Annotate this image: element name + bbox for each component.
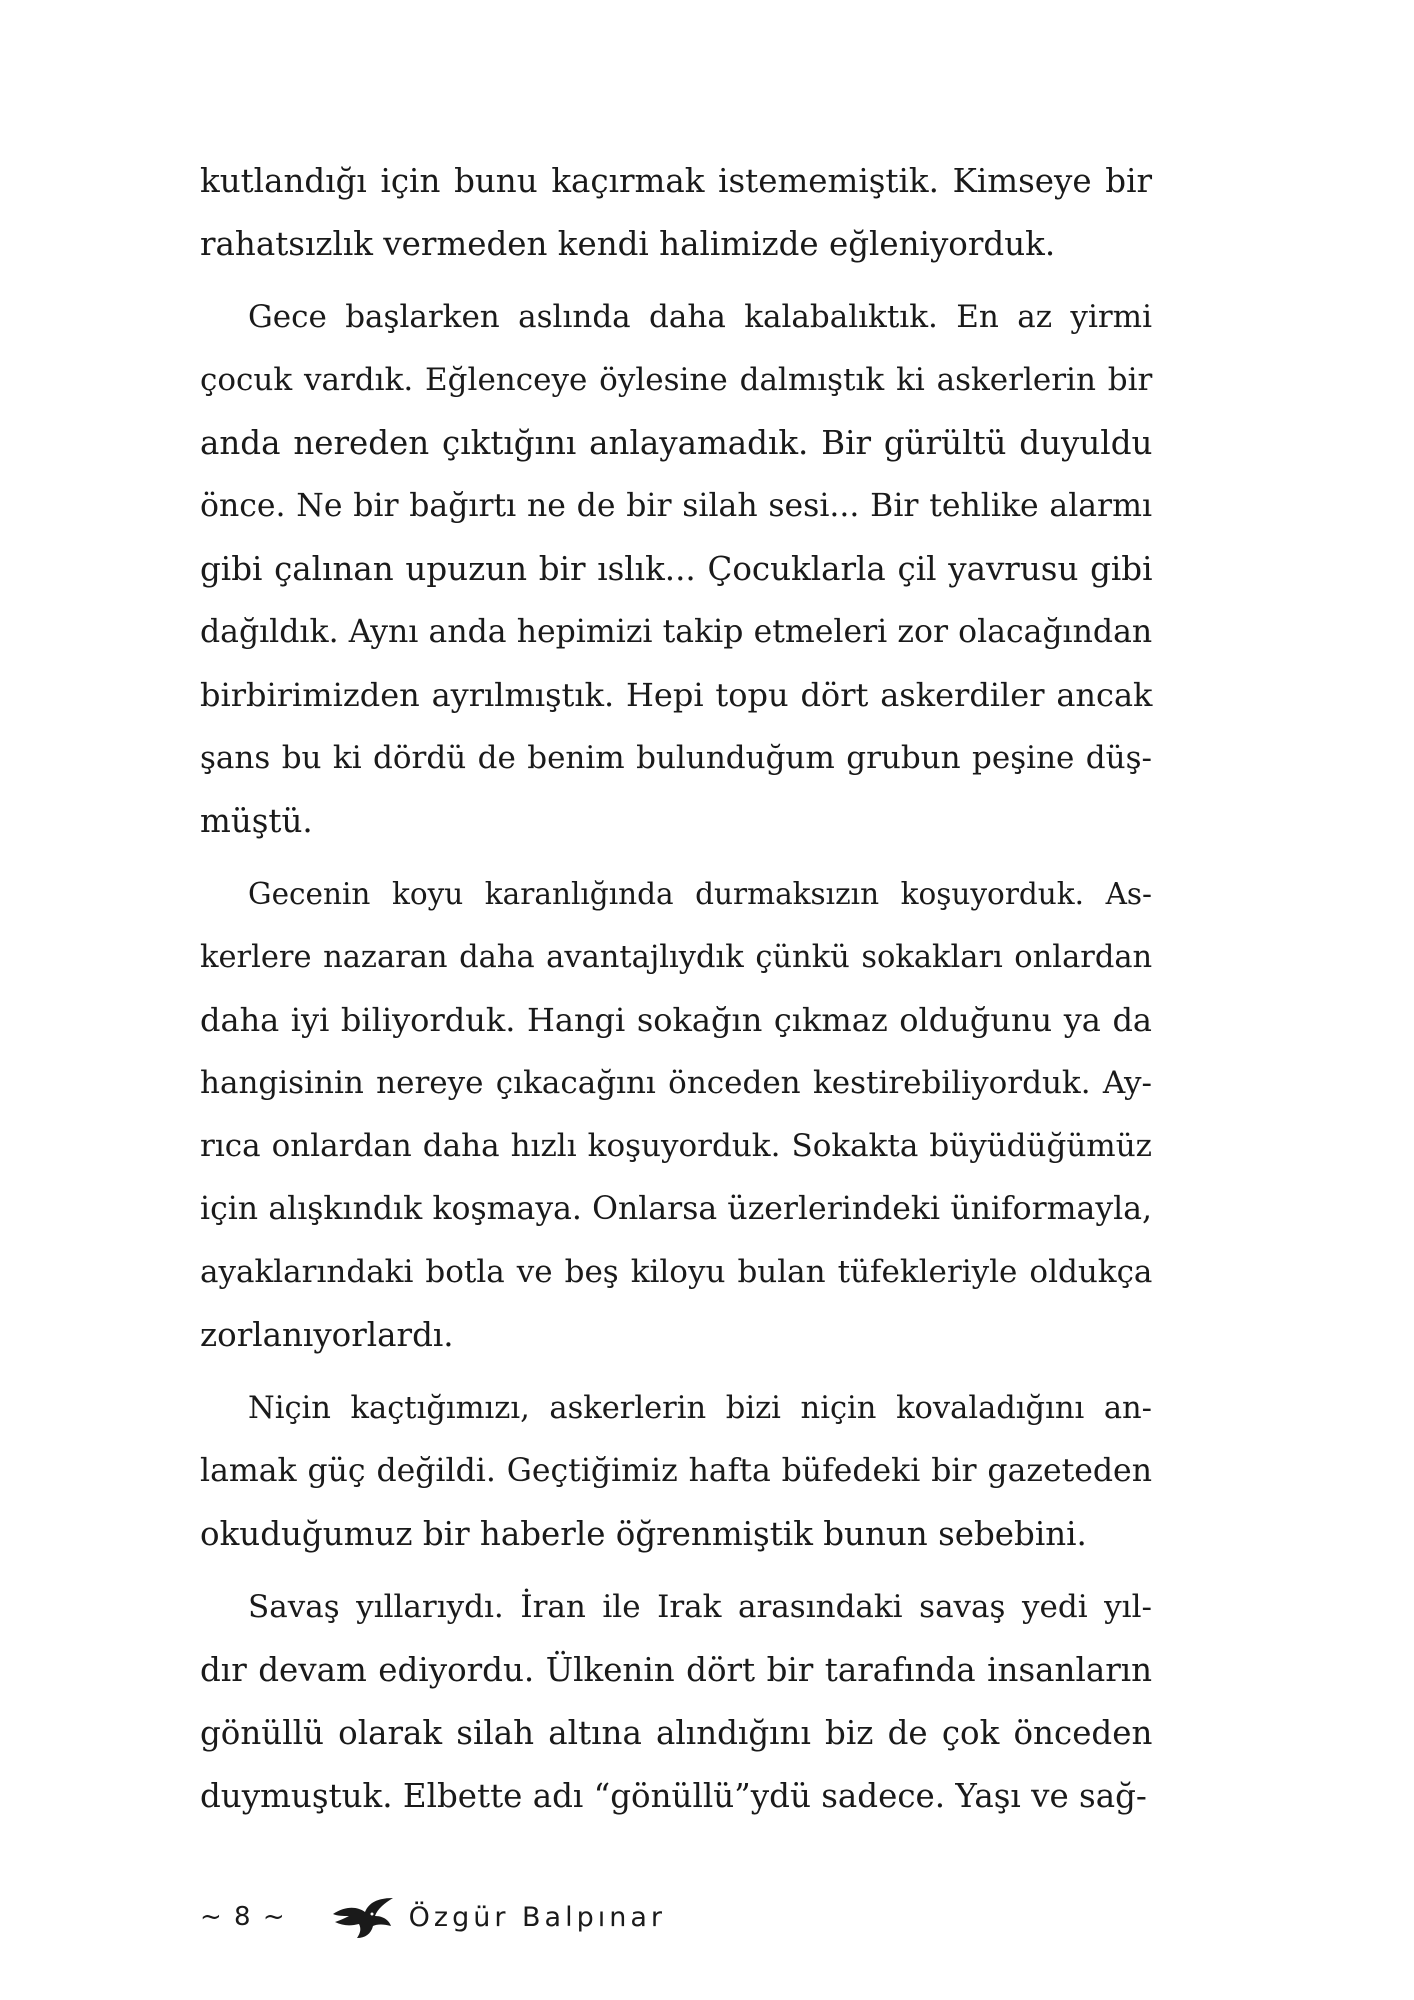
paragraph	[200, 150, 1152, 276]
text-line: dır devam ediyordu. Ülkenin dört bir tarafında insanların	[200, 1651, 1153, 1689]
text-line: Savaş yıllarıydı. İran ile Irak arasındaki savaş yedi yıl-	[248, 1589, 1152, 1625]
swallow-bird-icon	[331, 1892, 395, 1942]
text-line: dağıldık. Aynı anda hepimizi takip etmeleri zor olacağından	[200, 614, 1153, 650]
text-line: Gece başlarken aslında daha kalabalıktık. En az yirmi	[248, 299, 1152, 335]
paragraph	[200, 1377, 1152, 1566]
text-line: daha iyi biliyorduk. Hangi sokağın çıkmaz olduğunu ya da	[200, 1001, 1152, 1039]
body-text	[200, 150, 1152, 1838]
text-line: gibi çalınan upuzun bir ıslık... Çocuklarla çil yavrusu gibi	[200, 550, 1153, 588]
author-name: Özgür Balpınar	[408, 1901, 666, 1933]
text-line: hangisinin nereye çıkacağını önceden kestirebiliyorduk. Ay-	[200, 1065, 1152, 1101]
text-line: rıca onlardan daha hızlı koşuyorduk. Sokakta büyüdüğümüz	[200, 1128, 1152, 1164]
text-line: önce. Ne bir bağırtı ne de bir silah sesi... Bir tehlike alarmı	[200, 488, 1153, 524]
text-line: zorlanıyorlardı.	[200, 1316, 454, 1354]
text-line: çocuk vardık. Eğlenceye öylesine dalmıştık ki askerlerin bir	[200, 362, 1153, 398]
text-line: rahatsızlık vermeden kendi halimizde eğleniyorduk.	[200, 225, 1056, 263]
text-line: okuduğumuz bir haberle öğrenmiştik bunun sebebini.	[200, 1515, 1087, 1553]
paragraph	[200, 1576, 1152, 1828]
paragraph	[200, 286, 1152, 853]
text-line: anda nereden çıktığını anlayamadık. Bir gürültü duyuldu	[200, 424, 1153, 462]
text-line: Gecenin koyu karanlığında durmaksızın koşuyorduk. As-	[248, 877, 1152, 911]
page-footer	[200, 1892, 666, 1942]
text-line: müştü.	[200, 802, 313, 840]
text-line: duymuştuk. Elbette adı “gönüllü”ydü sadece. Yaşı ve sağ-	[200, 1777, 1147, 1815]
text-line: şans bu ki dördü de benim bulunduğum grubun peşine düş-	[200, 740, 1152, 776]
text-line: gönüllü olarak silah altına alındığını biz de çok önceden	[200, 1714, 1153, 1752]
text-line: Niçin kaçtığımızı, askerlerin bizi niçin kovaladığını an-	[248, 1391, 1152, 1426]
page-number: ~ 8 ~	[200, 1902, 287, 1932]
text-line: lamak güç değildi. Geçtiğimiz hafta büfedeki bir gazeteden	[200, 1453, 1152, 1489]
text-line: için alışkındık koşmaya. Onlarsa üzerlerindeki üniformayla,	[200, 1191, 1152, 1227]
paragraph	[200, 863, 1152, 1367]
text-line: kerlere nazaran daha avantajlıydık çünkü sokakları onlardan	[200, 940, 1153, 975]
text-line: birbirimizden ayrılmıştık. Hepi topu dört askerdiler ancak	[200, 676, 1153, 714]
text-line: kutlandığı için bunu kaçırmak istememiştik. Kimseye bir	[200, 162, 1152, 200]
text-line: ayaklarındaki botla ve beş kiloyu bulan tüfekleriyle oldukça	[200, 1254, 1153, 1290]
